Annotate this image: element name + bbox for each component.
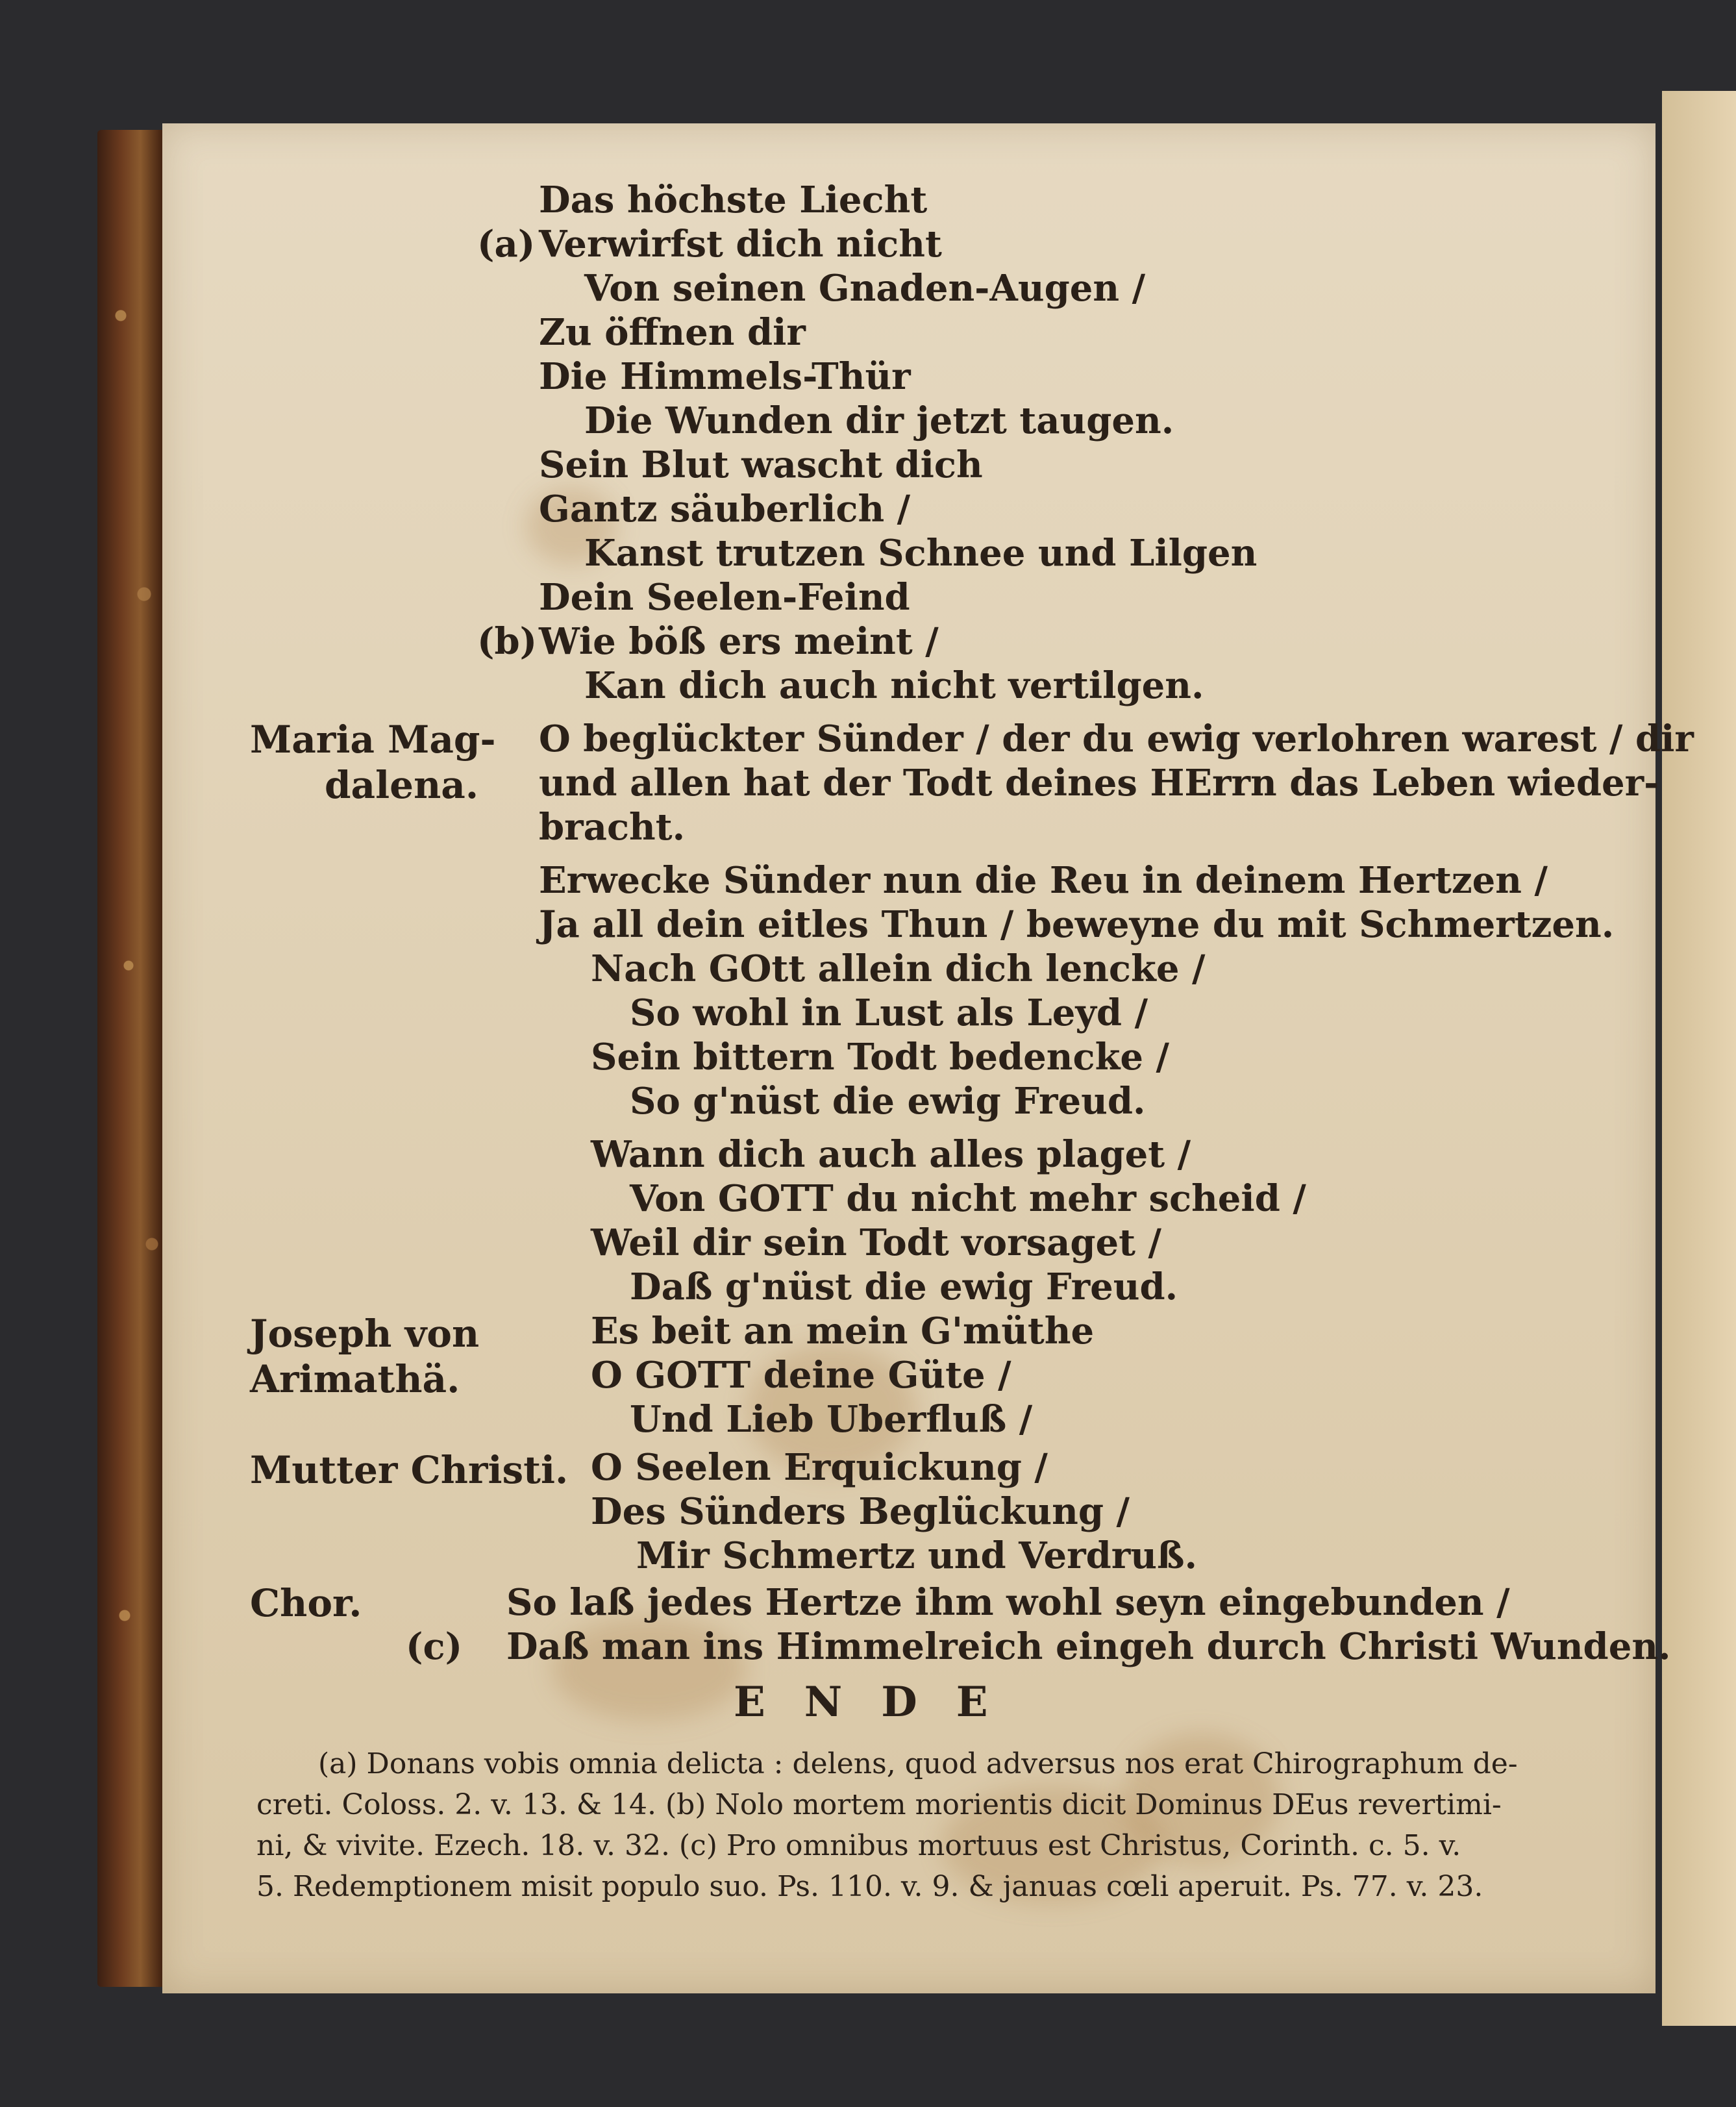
verse-line: Die Himmels-Thür	[539, 355, 911, 398]
verse-line: Sein Blut wascht dich	[539, 443, 983, 486]
verse-line: Von seinen Gnaden-Augen /	[584, 267, 1146, 310]
verse-line: Zu öffnen dir	[539, 311, 806, 354]
verse-line: Daß g'nüst die ewig Freud.	[630, 1265, 1178, 1308]
prose-line: O beglückter Sünder / der du ewig verlohren warest / dir	[539, 717, 1694, 760]
verse-line: Des Sünders Beglückung /	[591, 1490, 1130, 1533]
speaker-label: Arimathä.	[250, 1357, 460, 1401]
verse-line: Mir Schmertz und Verdruß.	[636, 1534, 1198, 1577]
speaker-label: Mutter Christi.	[250, 1448, 569, 1492]
verse-line: Ja all dein eitles Thun / beweyne du mit Schmertzen.	[539, 903, 1615, 946]
verse-line: Wann dich auch alles plaget /	[591, 1133, 1191, 1176]
verse-line: Sein bittern Todt bedencke /	[591, 1036, 1169, 1078]
speaker-label: Maria Mag-	[250, 717, 496, 762]
verse-line: Kanst trutzen Schnee und Lilgen	[584, 532, 1258, 575]
verse-line: So wohl in Lust als Leyd /	[630, 991, 1148, 1034]
footnote-line: creti. Coloss. 2. v. 13. & 14. (b) Nolo mortem morientis dicit Dominus DEus revertimi-	[256, 1788, 1502, 1821]
verse-line: Gantz säuberlich /	[539, 488, 911, 530]
footnote-line: 5. Redemptionem misit populo suo. Ps. 110. v. 9. & januas cœli aperuit. Ps. 77. v. 23.	[256, 1870, 1483, 1903]
verse-line: So g'nüst die ewig Freud.	[630, 1080, 1146, 1123]
ende-heading: ENDE	[734, 1678, 1027, 1727]
footnote-line: ni, & vivite. Ezech. 18. v. 32. (c) Pro omnibus mortuus est Christus, Corinth. c. 5. v.	[256, 1829, 1461, 1862]
footnote-marker-a: (a)	[477, 223, 536, 266]
verse-line: Dein Seelen-Feind	[539, 576, 910, 619]
footnote-marker-c: (c)	[406, 1625, 463, 1668]
verse-line: Verwirfst dich nicht	[539, 223, 942, 266]
verse-line: Weil dir sein Todt vorsaget /	[591, 1221, 1161, 1264]
verse-line: Nach GOtt allein dich lencke /	[591, 947, 1206, 990]
speaker-label: Joseph von	[250, 1312, 480, 1356]
prose-line: und allen hat der Todt deines HErrn das Leben wieder-	[539, 762, 1659, 804]
verse-line: Von GOTT du nicht mehr scheid /	[630, 1177, 1306, 1220]
verse-line: Das höchste Liecht	[539, 179, 928, 221]
footnote-line: (a) Donans vobis omnia delicta : delens, quod adversus nos erat Chirographum de-	[318, 1747, 1518, 1780]
verse-line: O GOTT deine Güte /	[591, 1354, 1011, 1397]
verse-line: Daß man ins Himmelreich eingeh durch Christi Wunden.	[506, 1625, 1671, 1668]
verse-line: Die Wunden dir jetzt taugen.	[584, 399, 1174, 442]
verse-line: Und Lieb Uberfluß /	[630, 1398, 1033, 1441]
footnote-marker-b: (b)	[477, 620, 538, 663]
prose-line: bracht.	[539, 806, 686, 849]
verse-line: So laß jedes Hertze ihm wohl seyn eingebunden /	[506, 1581, 1510, 1624]
verse-line: Wie böß ers meint /	[539, 620, 939, 663]
verse-line: O Seelen Erquickung /	[591, 1446, 1048, 1489]
speaker-label: dalena.	[325, 763, 479, 807]
verse-line: Es beit an mein G'müthe	[591, 1310, 1095, 1353]
verse-line: Erwecke Sünder nun die Reu in deinem Hertzen /	[539, 859, 1548, 902]
speaker-label: Chor.	[250, 1581, 362, 1625]
verse-line: Kan dich auch nicht vertilgen.	[584, 664, 1204, 707]
next-page-edge	[1662, 91, 1736, 2026]
